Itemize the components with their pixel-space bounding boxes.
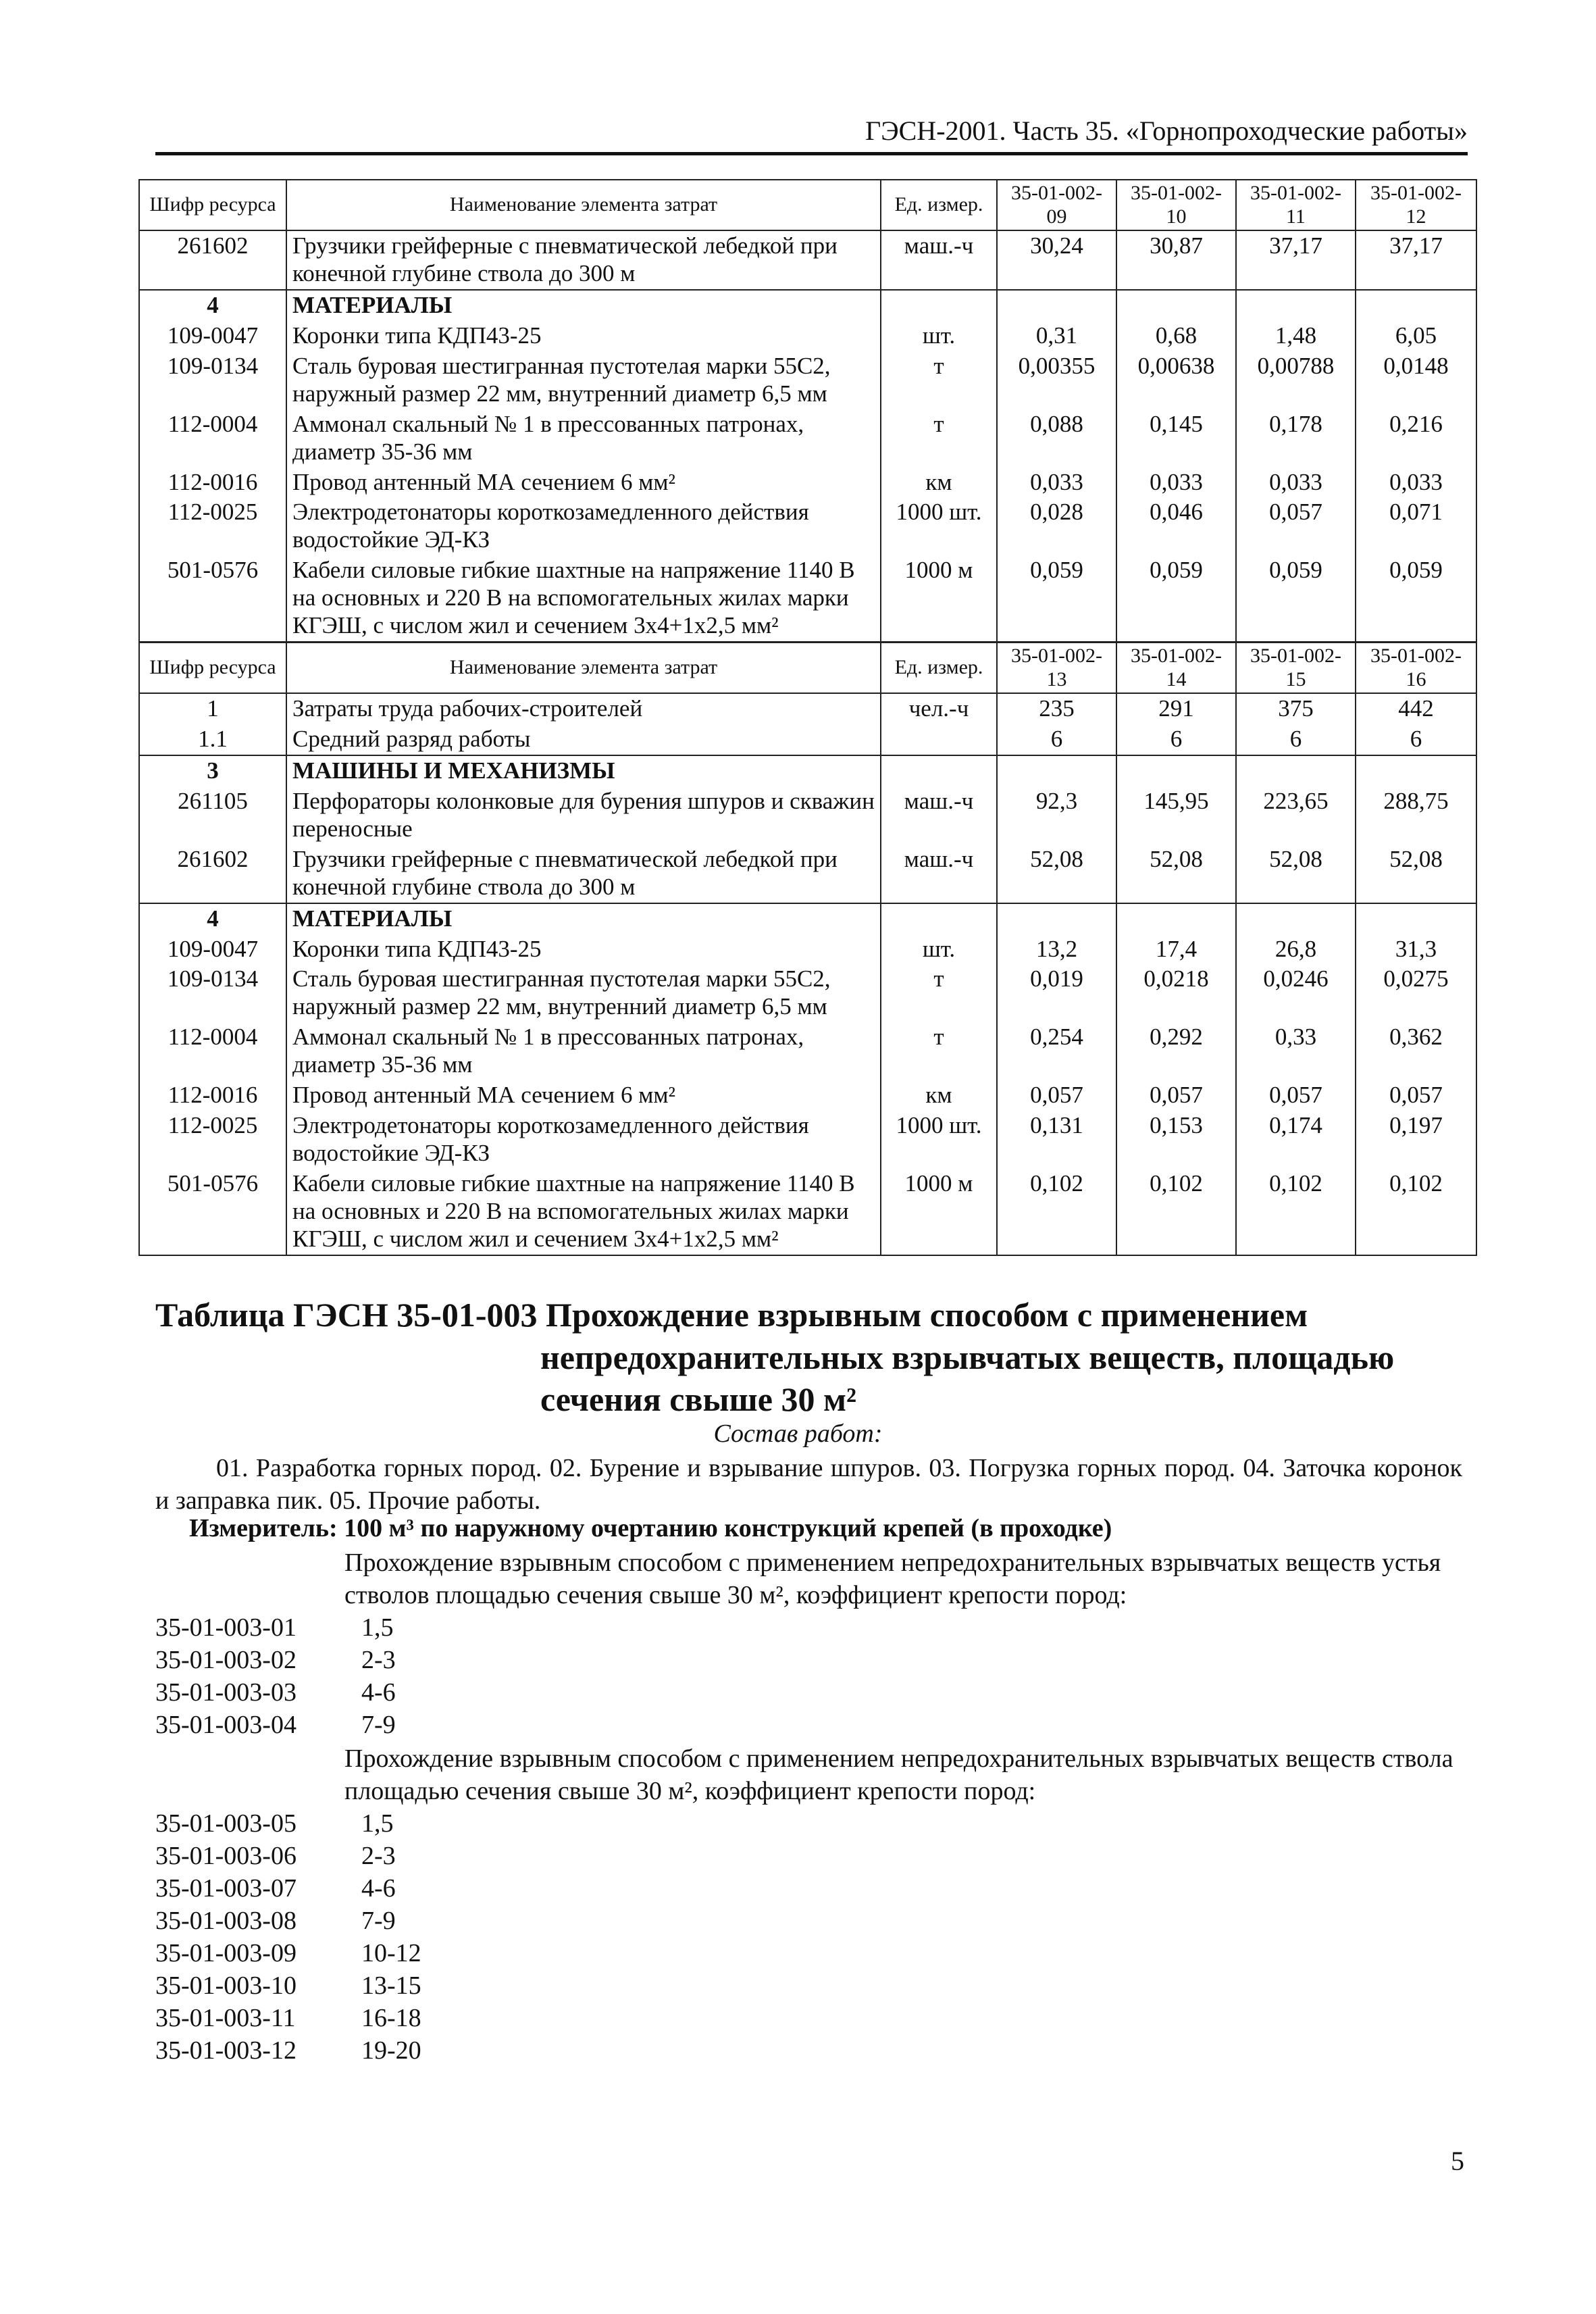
resource-code: 112-0016 — [139, 1080, 286, 1111]
rock-hardness: 1,5 — [361, 1809, 394, 1838]
resource-unit: т — [881, 351, 997, 409]
measure-unit: Измеритель: 100 м³ по наружному очертанию конструкций крепей (в проходке) — [189, 1514, 1112, 1542]
col-code-header: Шифр ресурса — [139, 180, 286, 230]
resource-code: 112-0004 — [139, 409, 286, 468]
resource-code: 501-0576 — [139, 555, 286, 642]
table-row — [139, 964, 1476, 1022]
rock-hardness: 7-9 — [361, 1907, 396, 1935]
norm-value: 0,0218 — [1116, 964, 1236, 1022]
resource-name: Аммонал скальный № 1 в прессованных патронах, диаметр 35-36 мм — [286, 1022, 881, 1080]
list-item — [155, 1807, 421, 1840]
col-name-header: Наименование элемента затрат — [286, 643, 881, 693]
norm-value: 37,17 — [1236, 230, 1356, 290]
norm-value: 0,033 — [1356, 468, 1476, 498]
resource-code: 109-0047 — [139, 934, 286, 965]
resource-unit: маш.-ч — [881, 786, 997, 845]
norm-value: 0,197 — [1356, 1111, 1476, 1169]
resource-name: Кабели силовые гибкие шахтные на напряжение 1140 В на основных и 220 В на вспомогательных жилах марки КГЭШ, с числом жил и сечением 3х4+1х2,5 мм² — [286, 1169, 881, 1255]
norm-value: 0,059 — [1116, 555, 1236, 642]
norm-value: 0,059 — [1356, 555, 1476, 642]
table-row — [139, 409, 1476, 468]
norm-value: 6,05 — [1356, 321, 1476, 351]
norm-value: 26,8 — [1236, 934, 1356, 965]
section-code: 3 — [139, 755, 286, 786]
col-unit-header: Ед. измер. — [881, 643, 997, 693]
norm-value: 0,057 — [997, 1080, 1116, 1111]
list-item — [155, 1840, 421, 1872]
norm-value: 0,292 — [1116, 1022, 1236, 1080]
norm-value: 0,028 — [997, 497, 1116, 555]
norm-value: 1,48 — [1236, 321, 1356, 351]
norm-value: 0,33 — [1236, 1022, 1356, 1080]
list-item — [155, 1611, 396, 1644]
norm-value: 0,68 — [1116, 321, 1236, 351]
list-item — [155, 1709, 396, 1741]
norm-value: 235 — [997, 693, 1116, 724]
table-header-row — [139, 643, 1476, 693]
resource-table-1 — [138, 179, 1477, 643]
resource-name: Коронки типа КДП43-25 — [286, 934, 881, 965]
norm-value: 0,362 — [1356, 1022, 1476, 1080]
resource-unit: 1000 м — [881, 1169, 997, 1255]
table-row — [139, 1111, 1476, 1169]
resource-unit: чел.-ч — [881, 693, 997, 724]
norm-value: 0,071 — [1356, 497, 1476, 555]
resource-code: 112-0004 — [139, 1022, 286, 1080]
table-row — [139, 1022, 1476, 1080]
list-item — [155, 2002, 421, 2034]
resource-code: 261602 — [139, 230, 286, 290]
resource-code: 1 — [139, 693, 286, 724]
norm-value: 0,102 — [997, 1169, 1116, 1255]
resource-code: 109-0047 — [139, 321, 286, 351]
norm-code: 35-01-003-11 — [155, 2004, 296, 2032]
table-header-row — [139, 180, 1476, 230]
resource-code: 1.1 — [139, 724, 286, 755]
norm-value: 0,145 — [1116, 409, 1236, 468]
resource-unit — [881, 724, 997, 755]
table-row — [139, 321, 1476, 351]
col-norm-header: 35-01-002-16 — [1356, 643, 1476, 693]
list-item — [155, 1676, 396, 1709]
resource-unit: маш.-ч — [881, 845, 997, 903]
list-item — [155, 1969, 421, 2002]
section-title: МАТЕРИАЛЫ — [286, 290, 881, 321]
resource-unit: шт. — [881, 934, 997, 965]
resource-name: Средний разряд работы — [286, 724, 881, 755]
norm-value: 0,00355 — [997, 351, 1116, 409]
norm-value: 0,033 — [1236, 468, 1356, 498]
norm-value: 92,3 — [997, 786, 1116, 845]
norm-code-list — [155, 1807, 421, 2067]
resource-name: Перфораторы колонковые для бурения шпуров и скважин переносные — [286, 786, 881, 845]
table-row — [139, 1169, 1476, 1255]
resource-code: 112-0016 — [139, 468, 286, 498]
table-row — [139, 230, 1476, 290]
table-row — [139, 786, 1476, 845]
intro-paragraph: Прохождение взрывным способом с применением непредохранительных взрывчатых веществ ствола площадью сечения свыше 30 м², коэффициент крепости пород: — [344, 1744, 1453, 1805]
norm-value: 0,153 — [1116, 1111, 1236, 1169]
table-row — [139, 845, 1476, 903]
norm-value: 0,0246 — [1236, 964, 1356, 1022]
table-row — [139, 468, 1476, 498]
col-norm-header: 35-01-002-14 — [1116, 643, 1236, 693]
resource-name: Затраты труда рабочих-строителей — [286, 693, 881, 724]
norm-value: 0,057 — [1356, 1080, 1476, 1111]
resource-name: Сталь буровая шестигранная пустотелая марки 55С2, наружный размер 22 мм, внутренний диаметр 6,5 мм — [286, 351, 881, 409]
table-row — [139, 934, 1476, 965]
col-norm-header: 35-01-002-09 — [997, 180, 1116, 230]
col-norm-header: 35-01-002-12 — [1356, 180, 1476, 230]
table-title-line: сечения свыше 30 м² — [540, 1380, 856, 1418]
resource-name: Электродетонаторы короткозамедленного действия водостойкие ЭД-КЗ — [286, 1111, 881, 1169]
col-norm-header: 35-01-002-13 — [997, 643, 1116, 693]
rock-hardness: 7-9 — [361, 1711, 396, 1739]
resource-code: 112-0025 — [139, 497, 286, 555]
norm-value: 30,87 — [1116, 230, 1236, 290]
norm-code: 35-01-003-10 — [155, 1971, 297, 2000]
table-row — [139, 351, 1476, 409]
norm-value: 0,0148 — [1356, 351, 1476, 409]
norm-value: 0,102 — [1356, 1169, 1476, 1255]
rock-hardness: 4-6 — [361, 1678, 396, 1707]
resource-code: 261602 — [139, 845, 286, 903]
norm-value: 0,00638 — [1116, 351, 1236, 409]
norm-value: 442 — [1356, 693, 1476, 724]
resource-unit: т — [881, 1022, 997, 1080]
norm-value: 30,24 — [997, 230, 1116, 290]
resource-code: 261105 — [139, 786, 286, 845]
resource-code: 501-0576 — [139, 1169, 286, 1255]
norm-code: 35-01-003-01 — [155, 1613, 297, 1642]
composition-heading: Состав работ: — [713, 1419, 883, 1448]
table-row — [139, 1080, 1476, 1111]
resource-name: Грузчики грейферные с пневматической лебедкой при конечной глубине ствола до 300 м — [286, 230, 881, 290]
norm-code: 35-01-003-04 — [155, 1711, 297, 1739]
resource-unit: 1000 м — [881, 555, 997, 642]
resource-unit: шт. — [881, 321, 997, 351]
norm-value: 6 — [1116, 724, 1236, 755]
norm-code: 35-01-003-06 — [155, 1842, 297, 1870]
list-item — [155, 1905, 421, 1937]
norm-code: 35-01-003-03 — [155, 1678, 297, 1707]
norm-value: 0,131 — [997, 1111, 1116, 1169]
resource-unit: т — [881, 409, 997, 468]
norm-value: 0,059 — [997, 555, 1116, 642]
norm-value: 223,65 — [1236, 786, 1356, 845]
rock-hardness: 13-15 — [361, 1971, 421, 2000]
norm-value: 145,95 — [1116, 786, 1236, 845]
resource-code: 109-0134 — [139, 351, 286, 409]
resource-unit: км — [881, 468, 997, 498]
col-norm-header: 35-01-002-15 — [1236, 643, 1356, 693]
norm-value: 0,00788 — [1236, 351, 1356, 409]
resource-unit: км — [881, 1080, 997, 1111]
norm-value: 0,057 — [1236, 1080, 1356, 1111]
running-header: ГЭСН-2001. Часть 35. «Горнопроходческие работы» — [155, 115, 1468, 155]
resource-unit: 1000 шт. — [881, 497, 997, 555]
norm-value: 0,057 — [1116, 1080, 1236, 1111]
table-title-line: непредохранительных взрывчатых веществ, площадью — [540, 1338, 1395, 1376]
section-row — [139, 903, 1476, 934]
section-title: МАШИНЫ И МЕХАНИЗМЫ — [286, 755, 881, 786]
norm-value: 0,059 — [1236, 555, 1356, 642]
resource-name: Аммонал скальный № 1 в прессованных патронах, диаметр 35-36 мм — [286, 409, 881, 468]
col-unit-header: Ед. измер. — [881, 180, 997, 230]
resource-name: Коронки типа КДП43-25 — [286, 321, 881, 351]
norm-value: 31,3 — [1356, 934, 1476, 965]
norm-value: 0,216 — [1356, 409, 1476, 468]
norm-value: 0,0275 — [1356, 964, 1476, 1022]
resource-code: 112-0025 — [139, 1111, 286, 1169]
resource-name: Сталь буровая шестигранная пустотелая марки 55С2, наружный размер 22 мм, внутренний диаметр 6,5 мм — [286, 964, 881, 1022]
rock-hardness: 19-20 — [361, 2036, 421, 2065]
table-title-line: Таблица ГЭСН 35-01-003 Прохождение взрывным способом с применением — [155, 1296, 1308, 1334]
table-row — [139, 693, 1476, 724]
norm-value: 6 — [1236, 724, 1356, 755]
norm-value: 0,057 — [1236, 497, 1356, 555]
rock-hardness: 1,5 — [361, 1613, 394, 1642]
table-row — [139, 497, 1476, 555]
table-row — [139, 555, 1476, 642]
table-row — [139, 724, 1476, 755]
norm-value: 0,31 — [997, 321, 1116, 351]
col-norm-header: 35-01-002-10 — [1116, 180, 1236, 230]
norm-value: 6 — [1356, 724, 1476, 755]
norm-code: 35-01-003-07 — [155, 1874, 297, 1903]
norm-value: 0,102 — [1236, 1169, 1356, 1255]
resource-name: Провод антенный МА сечением 6 мм² — [286, 468, 881, 498]
norm-code: 35-01-003-09 — [155, 1939, 297, 1967]
intro-paragraph: Прохождение взрывным способом с применением непредохранительных взрывчатых веществ устья стволов площадью сечения свыше 30 м², коэффициент крепости пород: — [344, 1549, 1441, 1609]
norm-value: 288,75 — [1356, 786, 1476, 845]
norm-code: 35-01-003-12 — [155, 2036, 297, 2065]
list-item — [155, 1872, 421, 1905]
norm-value: 0,102 — [1116, 1169, 1236, 1255]
norm-value: 0,174 — [1236, 1111, 1356, 1169]
rock-hardness: 2-3 — [361, 1646, 396, 1674]
list-item — [155, 1937, 421, 1969]
resource-name: Грузчики грейферные с пневматической лебедкой при конечной глубине ствола до 300 м — [286, 845, 881, 903]
page-number: 5 — [1451, 2146, 1464, 2176]
norm-value: 0,019 — [997, 964, 1116, 1022]
resource-name: Кабели силовые гибкие шахтные на напряжение 1140 В на основных и 220 В на вспомогательных жилах марки КГЭШ, с числом жил и сечением 3х4+1х2,5 мм² — [286, 555, 881, 642]
norm-code: 35-01-003-08 — [155, 1907, 297, 1935]
norm-value: 375 — [1236, 693, 1356, 724]
resource-name: Провод антенный МА сечением 6 мм² — [286, 1080, 881, 1111]
norm-value: 17,4 — [1116, 934, 1236, 965]
norm-value: 13,2 — [997, 934, 1116, 965]
rock-hardness: 10-12 — [361, 1939, 421, 1967]
norm-code: 35-01-003-05 — [155, 1809, 297, 1838]
resource-unit: 1000 шт. — [881, 1111, 997, 1169]
list-item — [155, 1644, 396, 1676]
norm-code: 35-01-003-02 — [155, 1646, 297, 1674]
norm-code-list — [155, 1611, 396, 1741]
norm-value: 52,08 — [1356, 845, 1476, 903]
norm-value: 0,088 — [997, 409, 1116, 468]
table-title — [155, 1294, 1439, 1421]
resource-code: 109-0134 — [139, 964, 286, 1022]
col-name-header: Наименование элемента затрат — [286, 180, 881, 230]
norm-value: 52,08 — [1236, 845, 1356, 903]
composition-text: 01. Разработка горных пород. 02. Бурение и взрывание шпуров. 03. Погрузка горных пород. 04. Заточка коронок и заправка пик. 05. Прочие работы. — [155, 1454, 1462, 1515]
section-row — [139, 755, 1476, 786]
rock-hardness: 2-3 — [361, 1842, 396, 1870]
resource-unit: маш.-ч — [881, 230, 997, 290]
rock-hardness: 4-6 — [361, 1874, 396, 1903]
section-row — [139, 290, 1476, 321]
norm-value: 0,046 — [1116, 497, 1236, 555]
list-item — [155, 2034, 421, 2067]
resource-table-2 — [138, 642, 1477, 1256]
col-norm-header: 35-01-002-11 — [1236, 180, 1356, 230]
resource-unit: т — [881, 964, 997, 1022]
norm-value: 0,033 — [1116, 468, 1236, 498]
section-code: 4 — [139, 290, 286, 321]
norm-value: 0,178 — [1236, 409, 1356, 468]
norm-value: 0,033 — [997, 468, 1116, 498]
section-title: МАТЕРИАЛЫ — [286, 903, 881, 934]
rock-hardness: 16-18 — [361, 2004, 421, 2032]
norm-value: 6 — [997, 724, 1116, 755]
norm-value: 291 — [1116, 693, 1236, 724]
norm-value: 0,254 — [997, 1022, 1116, 1080]
norm-value: 37,17 — [1356, 230, 1476, 290]
section-code: 4 — [139, 903, 286, 934]
resource-name: Электродетонаторы короткозамедленного действия водостойкие ЭД-КЗ — [286, 497, 881, 555]
norm-value: 52,08 — [1116, 845, 1236, 903]
norm-value: 52,08 — [997, 845, 1116, 903]
col-code-header: Шифр ресурса — [139, 643, 286, 693]
